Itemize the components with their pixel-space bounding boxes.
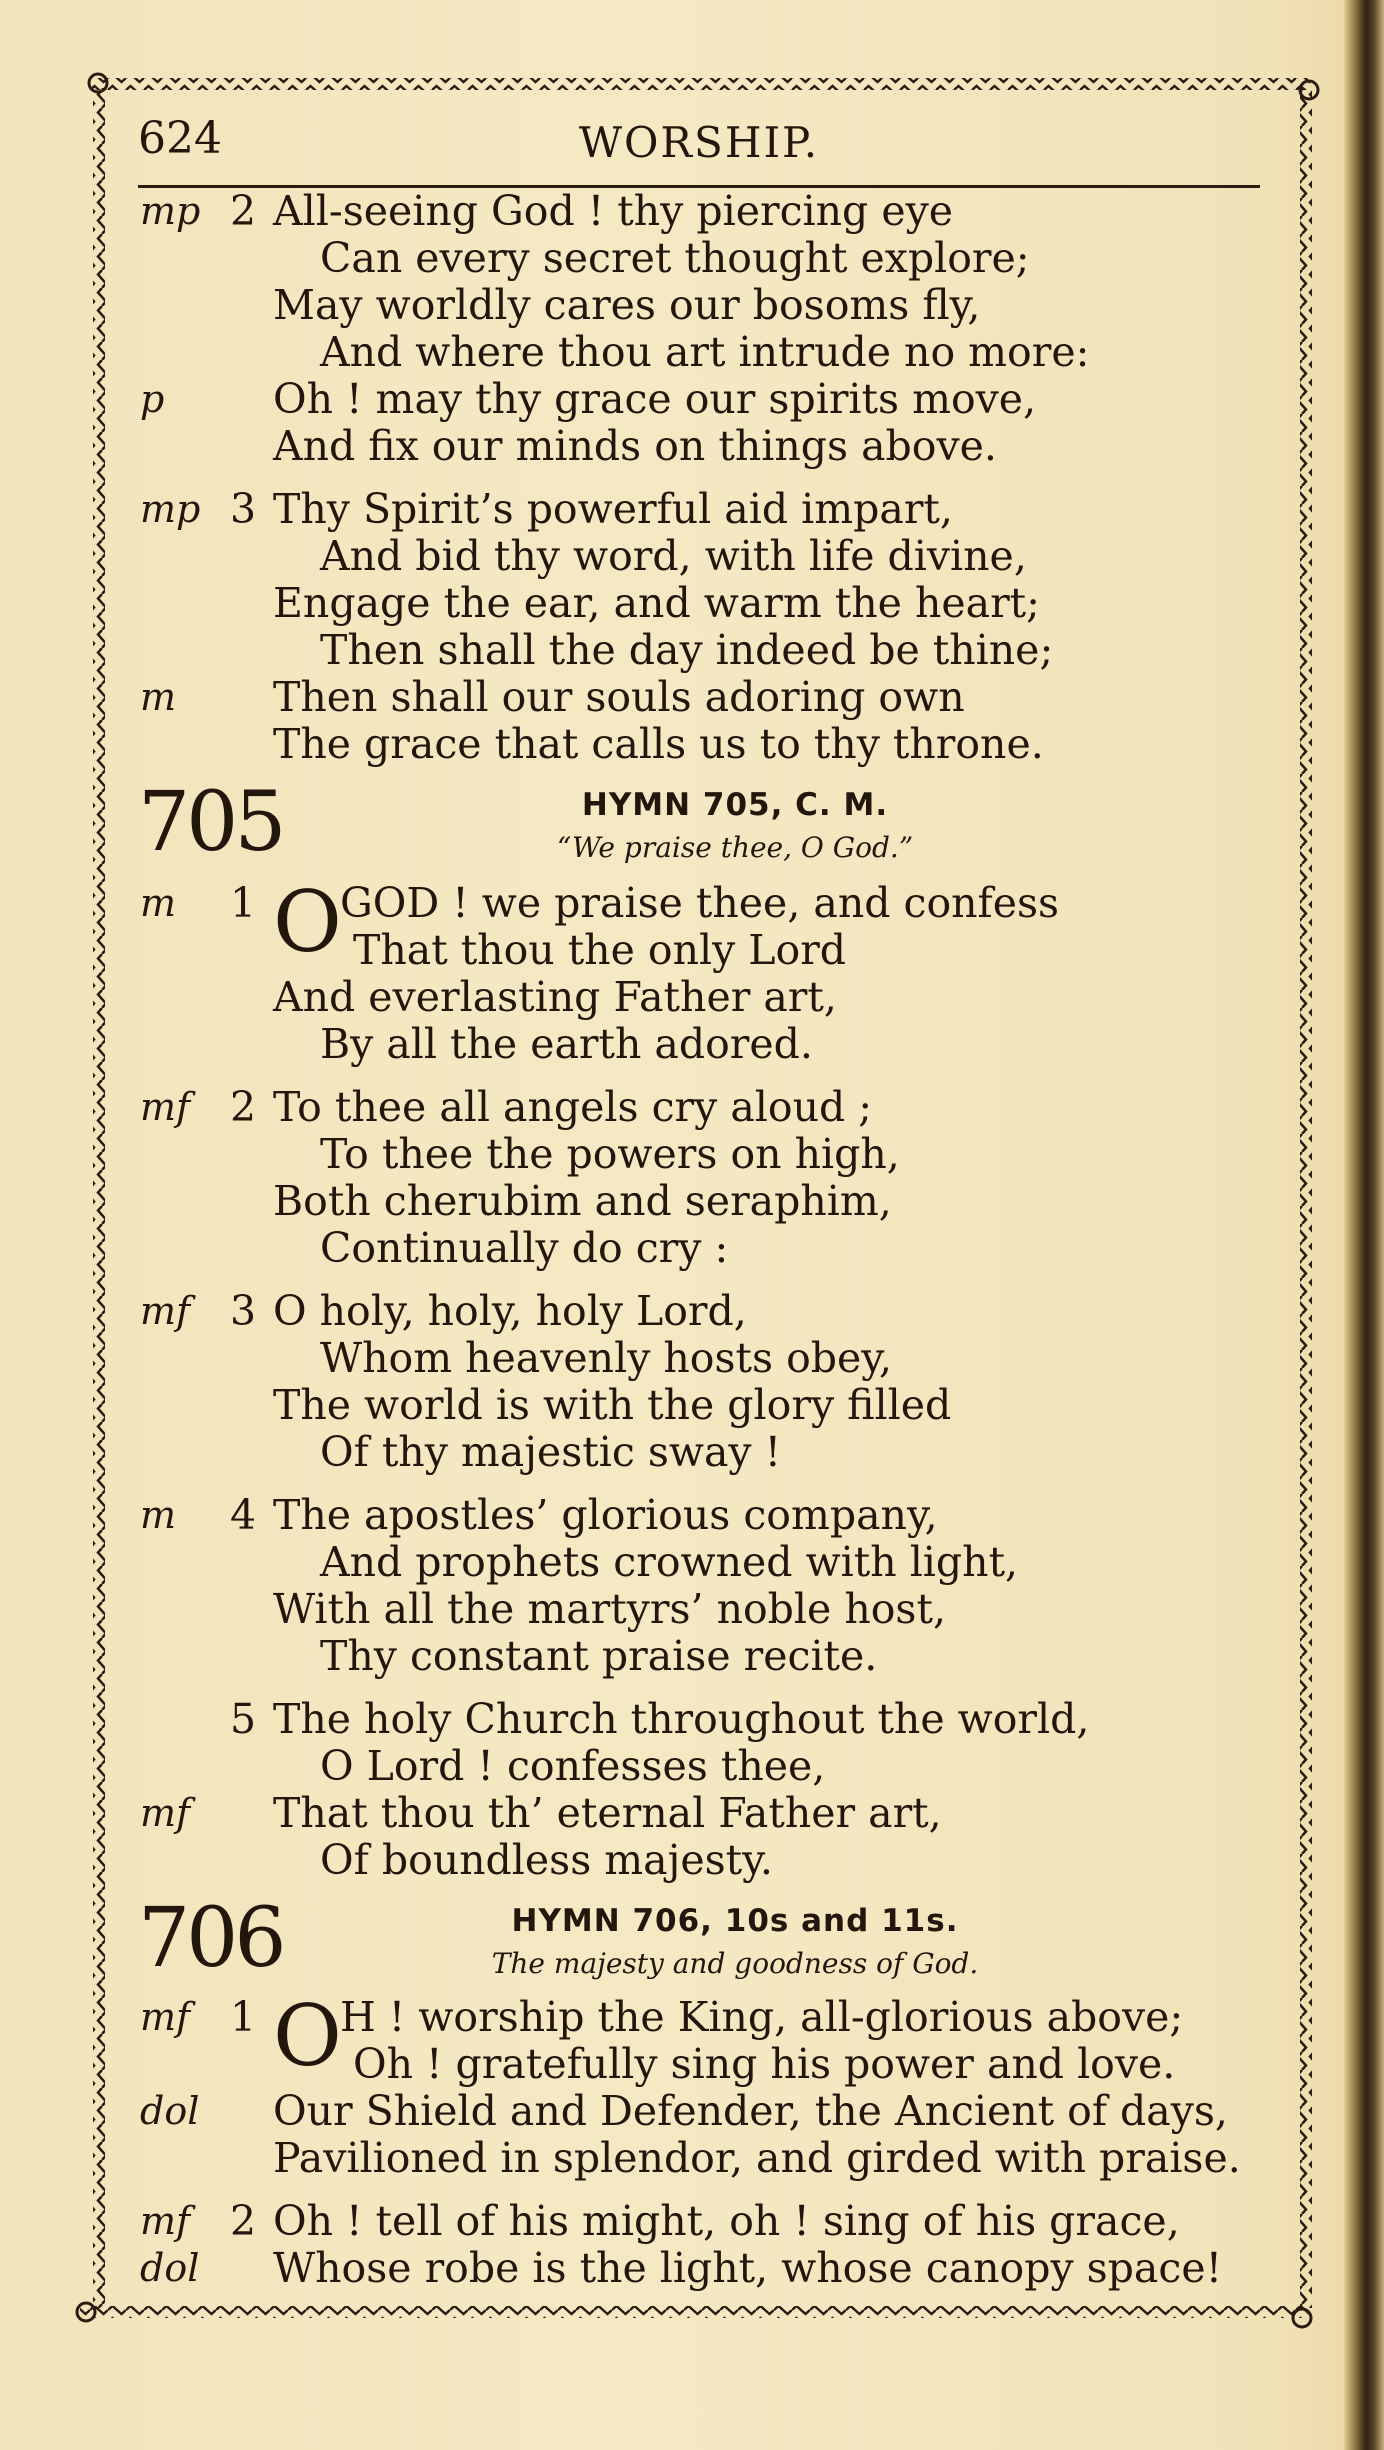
verse-line: Whose robe is the light, whose canopy space! xyxy=(273,2244,1223,2292)
verse-line: Thy Spirit’s powerful aid impart, xyxy=(273,485,953,533)
verse-line: GOD ! we praise thee, and confess xyxy=(340,879,1060,927)
verse-number: 1 xyxy=(230,879,257,927)
verse-line: Both cherubim and seraphim, xyxy=(273,1177,892,1225)
verse-prev-3 xyxy=(100,486,1230,768)
dynamic-mark: mf xyxy=(140,1289,191,1333)
verse-line: Thy constant praise recite. xyxy=(320,1632,878,1680)
drop-cap: O xyxy=(273,873,342,971)
hymn-705-verse-4 xyxy=(100,1492,1230,1680)
verse-line: Our Shield and Defender, the Ancient of days, xyxy=(273,2087,1228,2135)
hymn-subtitle: The majesty and goodness of God. xyxy=(491,1947,979,1980)
verse-number: 2 xyxy=(230,187,257,235)
dynamic-mark: mf xyxy=(140,1791,191,1835)
verse-line: The holy Church throughout the world, xyxy=(273,1695,1090,1743)
dynamic-mark: m xyxy=(140,881,177,925)
hymn-705-heading xyxy=(100,775,1230,880)
verse-line: Whom heavenly hosts obey, xyxy=(320,1334,893,1382)
verse-line: To thee the powers on high, xyxy=(320,1130,900,1178)
verse-line: And prophets crowned with light, xyxy=(320,1538,1019,1586)
verse-prev-2 xyxy=(100,188,1230,470)
verse-line: H ! worship the King, all-glorious above; xyxy=(340,1993,1184,2041)
running-head: WORSHIP. xyxy=(578,118,820,167)
drop-cap: O xyxy=(273,1987,342,2085)
verse-line: Of thy majestic sway ! xyxy=(320,1428,782,1476)
dynamic-mark: dol xyxy=(140,2089,200,2133)
hymn-title: HYMN 705, C. M. xyxy=(581,787,889,823)
verse-line: And everlasting Father art, xyxy=(273,973,837,1021)
hymn-706-verse-2 xyxy=(100,2198,1230,2292)
dynamic-mark: p xyxy=(140,377,165,421)
verse-number: 4 xyxy=(230,1491,257,1539)
hymn-number: 705 xyxy=(138,775,283,870)
verse-line: Of boundless majesty. xyxy=(320,1836,773,1884)
dynamic-mark: mp xyxy=(140,189,201,233)
verse-line: Oh ! tell of his might, oh ! sing of his grace, xyxy=(273,2197,1180,2245)
verse-number: 1 xyxy=(230,1993,257,2041)
verse-line: Oh ! gratefully sing his power and love. xyxy=(353,2040,1176,2088)
verse-number: 3 xyxy=(230,485,257,533)
verse-line: By all the earth adored. xyxy=(320,1020,813,1068)
verse-line: The grace that calls us to thy throne. xyxy=(273,720,1044,768)
verse-number: 5 xyxy=(230,1695,257,1743)
hymn-705-verse-2 xyxy=(100,1084,1230,1272)
hymn-705-verse-5 xyxy=(100,1696,1230,1884)
verse-line: The apostles’ glorious company, xyxy=(273,1491,938,1539)
verse-line: May worldly cares our bosoms fly, xyxy=(273,281,981,329)
dynamic-mark: m xyxy=(140,1493,177,1537)
verse-number: 3 xyxy=(230,1287,257,1335)
page-header xyxy=(138,105,1260,188)
verse-line: And fix our minds on things above. xyxy=(273,422,997,470)
verse-line: That thou the only Lord xyxy=(353,926,847,974)
verse-line: And bid thy word, with life divine, xyxy=(320,532,1027,580)
verse-line: And where thou art intrude no more: xyxy=(320,328,1090,376)
page-content xyxy=(100,105,1241,2292)
hymn-705-verse-3 xyxy=(100,1288,1230,1476)
hymn-number: 706 xyxy=(138,1891,283,1986)
verse-number: 2 xyxy=(230,1083,257,1131)
dynamic-mark: mf xyxy=(140,1995,191,2039)
hymn-705-verse-1 xyxy=(100,873,1230,1068)
verse-line: That thou th’ eternal Father art, xyxy=(273,1789,942,1837)
verse-number: 2 xyxy=(230,2197,257,2245)
verse-line: O Lord ! confesses thee, xyxy=(320,1742,826,1790)
verse-line: Oh ! may thy grace our spirits move, xyxy=(273,375,1037,423)
hymn-706-heading xyxy=(100,1891,1230,1994)
verse-line: To thee all angels cry aloud ; xyxy=(273,1083,873,1131)
verse-line: All-seeing God ! thy piercing eye xyxy=(273,187,954,235)
verse-line: Pavilioned in splendor, and girded with praise. xyxy=(273,2134,1241,2182)
page-number: 624 xyxy=(138,113,222,164)
verse-line: Then shall our souls adoring own xyxy=(273,673,965,721)
verse-line: Engage the ear, and warm the heart; xyxy=(273,579,1040,627)
hymn-706-verse-1 xyxy=(100,1987,1241,2182)
verse-line: Continually do cry : xyxy=(320,1224,729,1272)
dynamic-mark: dol xyxy=(140,2246,200,2290)
verse-line: Then shall the day indeed be thine; xyxy=(320,626,1054,674)
book-spine-shadow xyxy=(1344,0,1384,2450)
hymn-title: HYMN 706, 10s and 11s. xyxy=(511,1903,959,1939)
verse-line: With all the martyrs’ noble host, xyxy=(273,1585,946,1633)
verse-line: Can every secret thought explore; xyxy=(320,234,1030,282)
dynamic-mark: mp xyxy=(140,487,201,531)
verse-line: The world is with the glory filled xyxy=(273,1381,952,1429)
dynamic-mark: mf xyxy=(140,1085,191,1129)
dynamic-mark: m xyxy=(140,675,177,719)
hymn-subtitle: “We praise thee, O God.” xyxy=(556,831,914,864)
dynamic-mark: mf xyxy=(140,2199,191,2243)
verse-line: O holy, holy, holy Lord, xyxy=(273,1287,747,1335)
